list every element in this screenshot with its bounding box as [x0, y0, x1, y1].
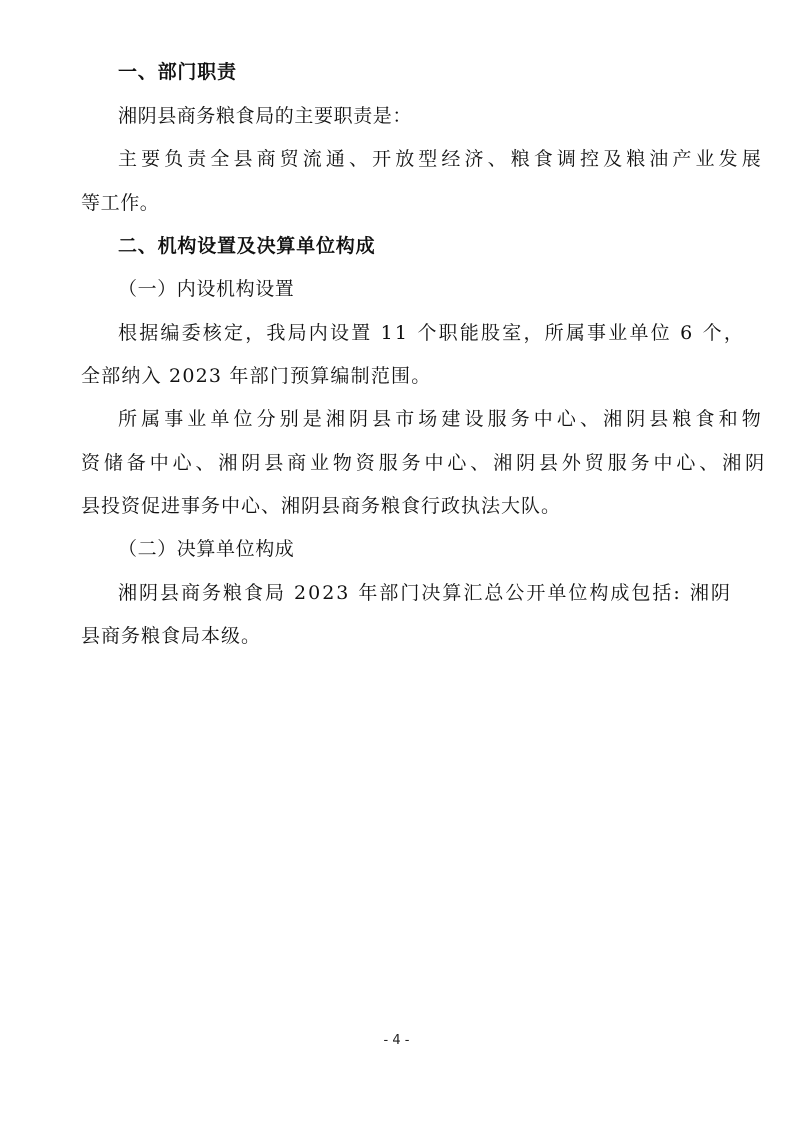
- subsection1-paragraph-line: 全部纳入 2023 年部门预算编制范围。: [81, 365, 432, 387]
- subsection2-paragraph-line: 县商务粮食局本级。: [81, 625, 262, 647]
- section1-paragraph-line: 主要负责全县商贸流通、开放型经济、粮食调控及粮油产业发展: [118, 148, 765, 170]
- subsection2-heading: （二）决算单位构成: [118, 538, 295, 560]
- section1-intro: 湘阴县商务粮食局的主要职责是：: [118, 105, 413, 127]
- page-number: - 4 -: [383, 1033, 410, 1048]
- section1-heading: 一、部门职责: [118, 61, 237, 83]
- section1-paragraph-line: 等工作。: [81, 192, 160, 214]
- section2-heading: 二、机构设置及决算单位构成: [118, 235, 376, 257]
- subsection1-paragraph-line: 根据编委核定，我局内设置 11 个职能股室，所属事业单位 6 个，: [118, 322, 746, 344]
- subsection1-paragraph-line: 所属事业单位分别是湘阴县市场建设服务中心、湘阴县粮食和物: [118, 408, 765, 430]
- subsection2-paragraph-line: 湘阴县商务粮食局 2023 年部门决算汇总公开单位构成包括: 湘阴: [118, 582, 732, 604]
- subsection1-heading: （一）内设机构设置: [118, 278, 295, 300]
- subsection1-paragraph-line: 县投资促进事务中心、湘阴县商务粮食行政执法大队。: [81, 495, 562, 517]
- subsection1-paragraph-line: 资储备中心、湘阴县商业物资服务中心、湘阴县外贸服务中心、湘阴: [81, 452, 769, 474]
